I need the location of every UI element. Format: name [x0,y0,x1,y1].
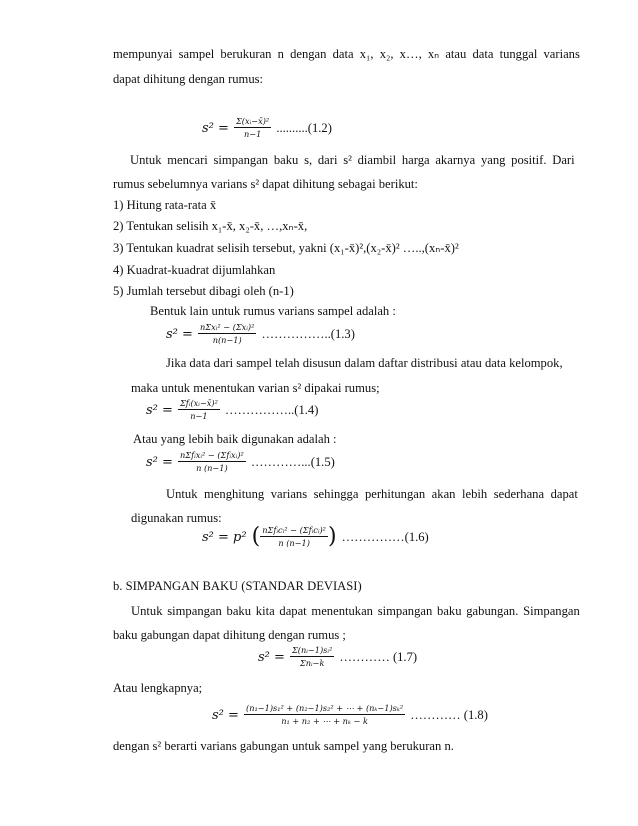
fraction [290,645,334,668]
formula-1-7 [258,645,417,668]
numerator: nΣfᵢcᵢ² − (Σfᵢcᵢ)² [262,525,326,535]
formula-lhs: s² = [166,327,193,342]
equation-number: ……………..(1.4) [225,403,319,417]
equation-number: …………...(1.5) [250,455,335,469]
fraction [178,398,220,421]
equation-number: ……………..(1.3) [261,327,355,341]
denominator: n (n−1) [278,538,310,548]
formula-lhs: s² = [146,455,173,470]
denominator: n₁ + n₂ + ⋯ + nₖ − k [281,716,368,726]
fraction [198,322,256,345]
denominator: n−1 [243,129,262,139]
formula-1-8 [212,703,488,726]
denominator: n (n−1) [196,463,228,473]
fraction [234,116,271,139]
paragraph-line: Bentuk lain untuk rumus varians sampel adalah : [150,304,396,318]
list-item: 5) Jumlah tersebut dibagi oleh (n-1) [113,284,294,298]
formula-1-4 [146,398,318,421]
numerator: nΣfᵢxᵢ² − (Σfᵢxᵢ)² [180,450,244,460]
formula-1-2 [202,116,332,139]
list-item: 4) Kuadrat-kuadrat dijumlahkan [113,263,276,277]
numerator: Σ(nᵢ−1)sᵢ² [292,645,333,655]
fraction [260,525,328,548]
paragraph-line: digunakan rumus: [131,511,222,525]
paragraph-line: baku gabungan dapat dihitung dengan rumus ; [113,628,346,642]
paragraph-line: rumus sebelumnya varians s² dapat dihitung sebagai berikut: [113,177,418,191]
list-item: 2) Tentukan selisih x₁-x̄, x₂-x̄, …,xₙ-x̄, [113,219,308,233]
paragraph-line: dengan s² berarti varians gabungan untuk sampel yang berukuran n. [113,739,454,753]
list-item: 3) Tentukan kuadrat selisih tersebut, yakni (x₁-x̄)²,(x₂-x̄)² …..,(xₙ-x̄)² [113,241,459,255]
formula-1-3 [166,322,355,345]
list-item: 1) Hitung rata-rata x̄ [113,198,217,212]
paragraph-line: Untuk simpangan baku kita dapat menentukan simpangan baku gabungan. Simpangan [131,604,580,618]
formula-1-5 [146,450,335,473]
fraction [178,450,246,473]
numerator: Σfᵢ(xᵢ−x̄)² [180,398,218,408]
formula-lhs: s² = [212,708,239,723]
paragraph-line: dapat dihitung dengan rumus: [113,72,264,86]
equation-number: ………… (1.7) [339,650,418,664]
denominator: Σnᵢ−k [299,658,325,668]
formula-1-6 [202,524,429,549]
left-paren: ( [251,524,261,549]
formula-lhs: s² = p² [202,530,247,545]
paragraph-line: maka untuk menentukan varian s² dipakai rumus; [131,381,380,395]
numerator: nΣxᵢ² − (Σxᵢ)² [200,322,255,332]
numerator: (n₁−1)s₁² + (n₂−1)s₂² + ⋯ + (nₖ−1)sₖ² [246,703,404,713]
formula-lhs: s² = [202,121,229,136]
paragraph-line: mempunyai sampel berukuran n dengan data x₁, x₂, x…, xₙ atau data tunggal varians [113,47,580,61]
denominator: n−1 [190,411,208,421]
paragraph-line: Atau lengkapnya; [113,681,203,695]
denominator: n(n−1) [212,335,242,345]
paragraph-line: Atau yang lebih baik digunakan adalah : [133,432,337,446]
paragraph-line: Jika data dari sampel telah disusun dalam daftar distribusi atau data kelompok, [166,356,563,370]
equation-number: ..........(1.2) [276,121,332,135]
formula-lhs: s² = [258,650,285,665]
equation-number: ……………(1.6) [341,530,429,544]
numerator: Σ(xᵢ−x̄)² [236,116,270,126]
fraction [244,703,405,726]
section-heading: b. SIMPANGAN BAKU (STANDAR DEVIASI) [113,579,362,593]
formula-lhs: s² = [146,403,173,418]
paragraph-line: Untuk mencari simpangan baku s, dari s² diambil harga akarnya yang positif. Dari [130,153,575,167]
paragraph-line: Untuk menghitung varians sehingga perhitungan akan lebih sederhana dapat [166,487,578,501]
equation-number: ………… (1.8) [410,708,488,722]
right-paren: ) [327,524,337,549]
